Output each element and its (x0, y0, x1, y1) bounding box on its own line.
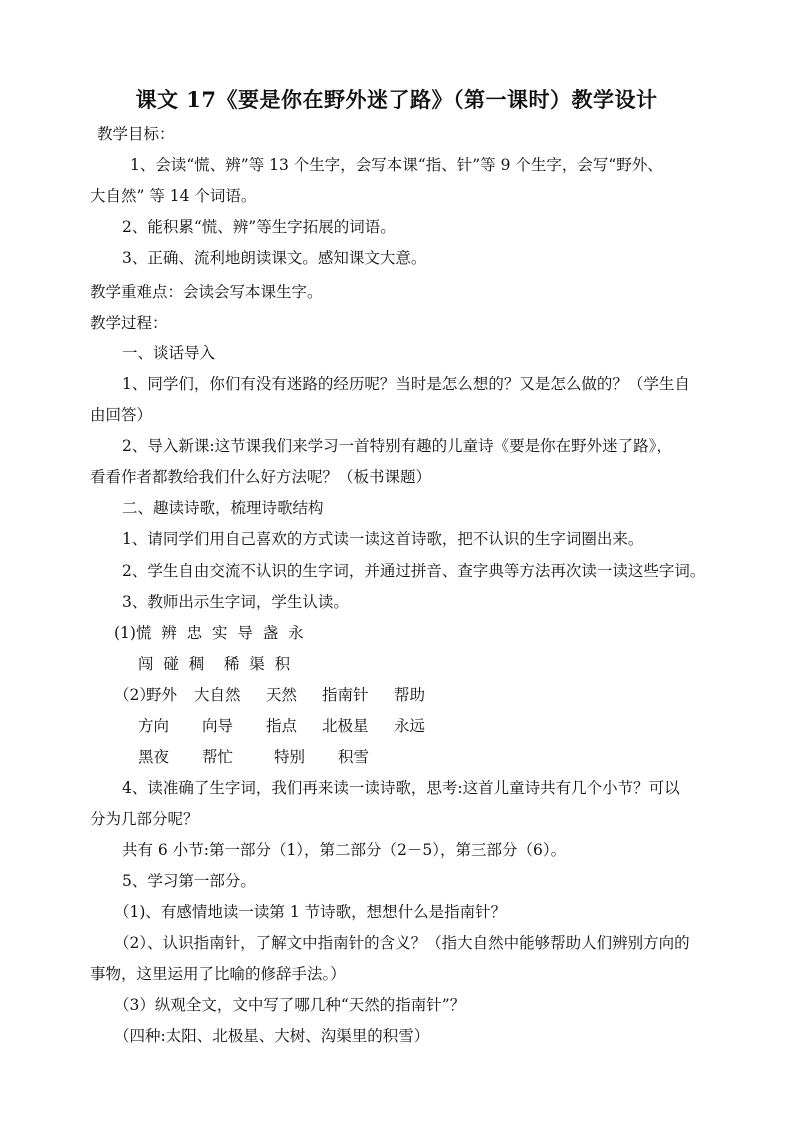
words-row-3-item: 积雪 (338, 748, 370, 766)
document-title: 课文 17《要是你在野外迷了路》（第一课时）教学设计 (135, 87, 658, 112)
goal-1-line-2: 大自然” 等 14 个词语。 (90, 187, 257, 205)
question-1: （1)、有感情地读一读第 1 节诗歌，想想什么是指南针？ (114, 903, 507, 921)
words-row-2-item: 指点 (266, 717, 298, 735)
goal-2: 2、能积累“慌、辨”等生字拓展的词语。 (122, 218, 396, 236)
part-2-item-4-answer: 共有 6 小节:第一部分（1），第二部分（2－5），第三部分（6）。 (122, 841, 567, 859)
words-row-3-item: 黑夜 (138, 748, 170, 766)
part-1-item-2-line-2: 看看作者都教给我们什么好方法呢？（板书课题） (90, 468, 432, 486)
question-2-line-2: 事物，这里运用了比喻的修辞手法。） (90, 965, 346, 983)
words-row-1-item: 帮助 (394, 686, 426, 704)
part-2-item-1: 1、请同学们用自己喜欢的方式读一读这首诗歌，把不认识的生字词圈出来。 (122, 530, 644, 548)
words-row-2-item: 北极星 (322, 717, 369, 735)
words-row-2-item: 方向 (138, 717, 170, 735)
goal-3: 3、正确、流利地朗读课文。感知课文大意。 (122, 249, 427, 267)
process-heading: 教学过程： (90, 314, 168, 332)
words-row-2-item: 向导 (202, 717, 234, 735)
part-2-heading: 二、趣读诗歌，梳理诗歌结构 (122, 499, 324, 517)
words-row-2-item: 永远 (394, 717, 426, 735)
words-row-1-item: 指南针 (322, 686, 369, 704)
part-1-heading: 一、谈话导入 (122, 344, 216, 362)
new-characters-row-2: 闯 碰 稠 稀 渠 积 (138, 655, 291, 673)
question-3: （3）纵观全文，文中写了哪几种“天然的指南针”？ (114, 996, 466, 1014)
words-row-1-item: 野外 (146, 686, 178, 704)
difficulty-line: 教学重难点：会读会写本课生字。 (90, 283, 323, 301)
part-1-item-2-line-1: 2、导入新课:这节课我们来学习一首特别有趣的儿童诗《要是你在野外迷了路》， (122, 437, 672, 455)
question-2-line-1: （2）、认识指南针，了解文中指南针的含义？（指大自然中能够帮助人们辨别方向的 (114, 934, 690, 952)
part-2-item-3: 3、教师出示生字词，学生认读。 (122, 593, 349, 611)
goal-1-line-1: 1、会读“慌、辨”等 13 个生字，会写本课“指、针”等 9 个生字，会写“野外、 (130, 156, 663, 174)
question-3-answer: （四种:太阳、北极星、大树、沟渠里的积雪） (114, 1027, 430, 1045)
part-2-item-2: 2、学生自由交流不认识的生字词，并通过拼音、查字典等方法再次读一读这些字词。 (122, 562, 706, 580)
words-row-3-item: 帮忙 (202, 748, 234, 766)
words-row-3-item: 特别 (274, 748, 306, 766)
words-row-1-item: 大自然 (194, 686, 241, 704)
part-2-item-4-line-2: 分为几部分呢？ (90, 810, 199, 828)
part-1-item-1-line-2: 由回答） (90, 406, 153, 424)
part-1-item-1-line-1: 1、同学们，你们有没有迷路的经历呢？当时是怎么想的？又是怎么做的？（学生自 (122, 375, 690, 393)
goals-heading: 教学目标： (97, 125, 175, 143)
words-row-1-item: 天然 (266, 686, 298, 704)
words-label: （2） (114, 686, 155, 704)
part-2-item-5: 5、学习第一部分。 (122, 872, 256, 890)
part-2-item-4-line-1: 4、读准确了生字词，我们再来读一读诗歌，思考:这首儿童诗共有几个小节？可以 (122, 779, 680, 797)
new-characters-row-1: (1)慌 辨 忠 实 导 盏 永 (114, 624, 304, 642)
